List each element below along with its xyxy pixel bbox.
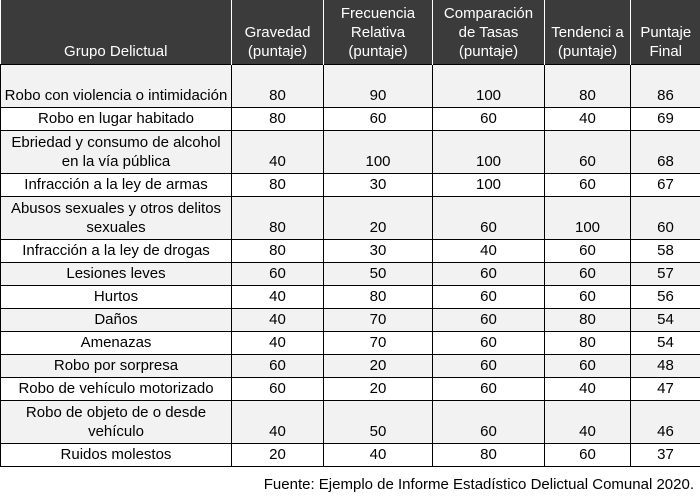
table-row bbox=[1, 131, 700, 174]
cell-comparacion: 60 bbox=[433, 286, 545, 309]
table-row bbox=[1, 332, 700, 355]
cell-group: Robo por sorpresa bbox=[1, 355, 232, 378]
cell-frecuencia: 60 bbox=[324, 108, 433, 131]
cell-tendencia: 80 bbox=[545, 65, 631, 108]
cell-group: Ebriedad y consumo de alcohol en la vía pública bbox=[1, 131, 232, 174]
cell-final: 68 bbox=[631, 131, 700, 174]
cell-group: Lesiones leves bbox=[1, 263, 232, 286]
cell-frecuencia: 20 bbox=[324, 355, 433, 378]
cell-tendencia: 60 bbox=[545, 286, 631, 309]
cell-gravedad: 40 bbox=[232, 131, 324, 174]
cell-tendencia: 60 bbox=[545, 174, 631, 197]
header-group: Grupo Delictual bbox=[1, 0, 232, 65]
cell-comparacion: 60 bbox=[433, 108, 545, 131]
cell-tendencia: 60 bbox=[545, 355, 631, 378]
cell-tendencia: 60 bbox=[545, 444, 631, 467]
cell-frecuencia: 40 bbox=[324, 444, 433, 467]
cell-final: 56 bbox=[631, 286, 700, 309]
table-row bbox=[1, 401, 700, 444]
table-row bbox=[1, 65, 700, 108]
cell-comparacion: 100 bbox=[433, 174, 545, 197]
cell-group: Hurtos bbox=[1, 286, 232, 309]
header-frecuencia: Frecuencia Relativa (puntaje) bbox=[324, 0, 433, 65]
cell-comparacion: 60 bbox=[433, 332, 545, 355]
cell-gravedad: 40 bbox=[232, 309, 324, 332]
cell-comparacion: 60 bbox=[433, 355, 545, 378]
cell-gravedad: 80 bbox=[232, 240, 324, 263]
table-row bbox=[1, 108, 700, 131]
cell-tendencia: 40 bbox=[545, 401, 631, 444]
cell-frecuencia: 20 bbox=[324, 378, 433, 401]
cell-final: 57 bbox=[631, 263, 700, 286]
cell-comparacion: 80 bbox=[433, 444, 545, 467]
cell-final: 69 bbox=[631, 108, 700, 131]
table-row bbox=[1, 355, 700, 378]
cell-final: 60 bbox=[631, 197, 700, 240]
cell-gravedad: 80 bbox=[232, 65, 324, 108]
cell-comparacion: 60 bbox=[433, 309, 545, 332]
cell-final: 58 bbox=[631, 240, 700, 263]
table-row bbox=[1, 309, 700, 332]
cell-final: 86 bbox=[631, 65, 700, 108]
source-caption: Fuente: Ejemplo de Informe Estadístico Delictual Comunal 2020. bbox=[263, 476, 694, 493]
cell-tendencia: 40 bbox=[545, 378, 631, 401]
cell-tendencia: 80 bbox=[545, 332, 631, 355]
cell-final: 37 bbox=[631, 444, 700, 467]
cell-frecuencia: 80 bbox=[324, 286, 433, 309]
cell-gravedad: 80 bbox=[232, 174, 324, 197]
cell-frecuencia: 30 bbox=[324, 240, 433, 263]
cell-gravedad: 60 bbox=[232, 378, 324, 401]
cell-comparacion: 60 bbox=[433, 401, 545, 444]
cell-comparacion: 100 bbox=[433, 65, 545, 108]
cell-gravedad: 20 bbox=[232, 444, 324, 467]
cell-frecuencia: 50 bbox=[324, 263, 433, 286]
cell-gravedad: 40 bbox=[232, 401, 324, 444]
cell-frecuencia: 70 bbox=[324, 309, 433, 332]
cell-frecuencia: 100 bbox=[324, 131, 433, 174]
header-tendencia: Tendenci a (puntaje) bbox=[545, 0, 631, 65]
header-gravedad: Gravedad (puntaje) bbox=[232, 0, 324, 65]
table-row bbox=[1, 197, 700, 240]
cell-group: Robo de objeto de o desde vehículo bbox=[1, 401, 232, 444]
cell-frecuencia: 70 bbox=[324, 332, 433, 355]
cell-comparacion: 40 bbox=[433, 240, 545, 263]
cell-final: 54 bbox=[631, 332, 700, 355]
cell-gravedad: 60 bbox=[232, 263, 324, 286]
cell-group: Abusos sexuales y otros delitos sexuales bbox=[1, 197, 232, 240]
table-row bbox=[1, 378, 700, 401]
cell-tendencia: 60 bbox=[545, 263, 631, 286]
cell-group: Daños bbox=[1, 309, 232, 332]
cell-frecuencia: 30 bbox=[324, 174, 433, 197]
cell-gravedad: 40 bbox=[232, 332, 324, 355]
cell-gravedad: 80 bbox=[232, 197, 324, 240]
cell-final: 47 bbox=[631, 378, 700, 401]
cell-comparacion: 60 bbox=[433, 263, 545, 286]
cell-final: 46 bbox=[631, 401, 700, 444]
cell-group: Amenazas bbox=[1, 332, 232, 355]
cell-tendencia: 40 bbox=[545, 108, 631, 131]
header-row bbox=[1, 0, 700, 65]
table-row bbox=[1, 286, 700, 309]
cell-group: Robo con violencia o intimidación bbox=[1, 65, 232, 108]
cell-frecuencia: 50 bbox=[324, 401, 433, 444]
cell-group: Infracción a la ley de armas bbox=[1, 174, 232, 197]
cell-gravedad: 60 bbox=[232, 355, 324, 378]
cell-group: Infracción a la ley de drogas bbox=[1, 240, 232, 263]
cell-group: Ruidos molestos bbox=[1, 444, 232, 467]
cell-tendencia: 60 bbox=[545, 240, 631, 263]
table-row bbox=[1, 263, 700, 286]
cell-tendencia: 60 bbox=[545, 131, 631, 174]
cell-gravedad: 40 bbox=[232, 286, 324, 309]
cell-final: 48 bbox=[631, 355, 700, 378]
header-final: Puntaje Final bbox=[631, 0, 700, 65]
cell-frecuencia: 20 bbox=[324, 197, 433, 240]
cell-comparacion: 60 bbox=[433, 197, 545, 240]
table-row bbox=[1, 174, 700, 197]
table-row bbox=[1, 444, 700, 467]
cell-final: 67 bbox=[631, 174, 700, 197]
cell-comparacion: 100 bbox=[433, 131, 545, 174]
table-row bbox=[1, 240, 700, 263]
cell-gravedad: 80 bbox=[232, 108, 324, 131]
cell-tendencia: 80 bbox=[545, 309, 631, 332]
cell-comparacion: 60 bbox=[433, 378, 545, 401]
cell-final: 54 bbox=[631, 309, 700, 332]
cell-frecuencia: 90 bbox=[324, 65, 433, 108]
cell-group: Robo en lugar habitado bbox=[1, 108, 232, 131]
header-comparacion: Comparación de Tasas (puntaje) bbox=[433, 0, 545, 65]
cell-group: Robo de vehículo motorizado bbox=[1, 378, 232, 401]
cell-tendencia: 100 bbox=[545, 197, 631, 240]
